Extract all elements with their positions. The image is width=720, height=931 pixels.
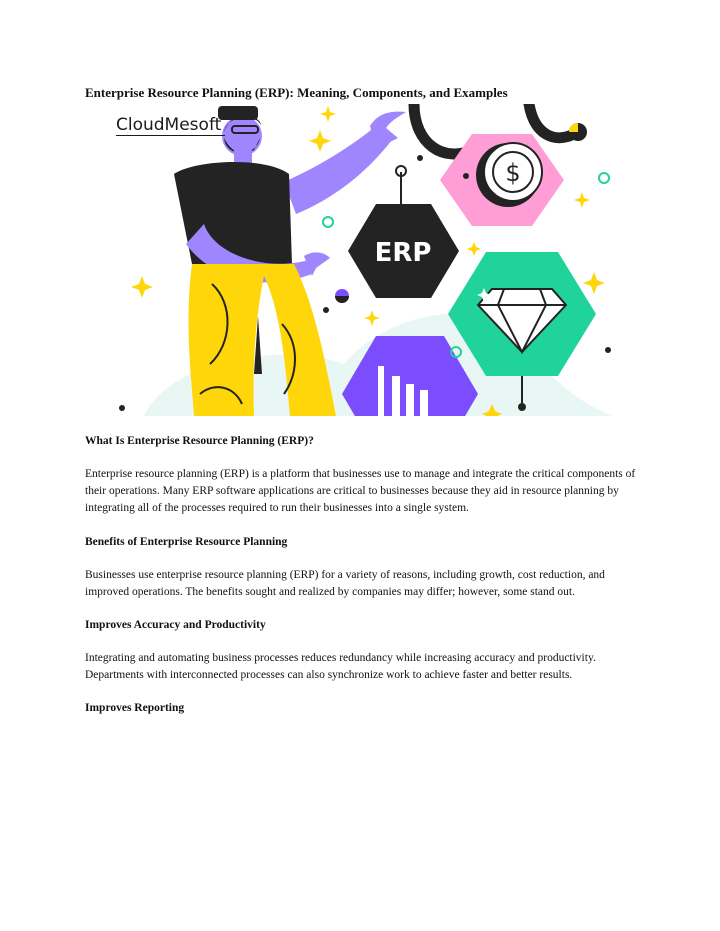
hero-illustration xyxy=(114,104,612,416)
document-title: Enterprise Resource Planning (ERP): Meaning, Components, and Examples xyxy=(85,85,508,100)
section-heading: Improves Reporting xyxy=(85,702,185,715)
erp-label: ERP xyxy=(374,238,432,268)
section-heading: Improves Accuracy and Productivity xyxy=(85,619,266,632)
section-heading: Benefits of Enterprise Resource Planning xyxy=(85,535,288,548)
erp-hex xyxy=(348,166,459,298)
section-paragraph: Businesses use enterprise resource planning (ERP) for a variety of reasons, including growth, cost reduction, and improved operations. The benefits sought and realized by companies may differ; however, some stand out. xyxy=(85,568,605,598)
section-paragraph: Enterprise resource planning (ERP) is a platform that businesses use to manage and integrate the critical components of their operations. Many ERP software applications are critical to businesses because they aid in resource planning by integrating all of the processes required to run their businesses into a single system. xyxy=(85,468,636,515)
dollar-hex xyxy=(440,134,564,226)
article-body xyxy=(85,433,637,716)
erp-illustration xyxy=(114,104,612,416)
section-heading: What Is Enterprise Resource Planning (ERP)? xyxy=(85,435,314,447)
section-paragraph: Integrating and automating business processes reduces redundancy while increasing accuracy and productivity. Departments with interconnected processes can also synchronize work to achieve faster and better results. xyxy=(85,652,596,682)
dollar-coin-icon: $ xyxy=(505,159,521,187)
brand-logo: CloudMesoft xyxy=(116,115,225,136)
